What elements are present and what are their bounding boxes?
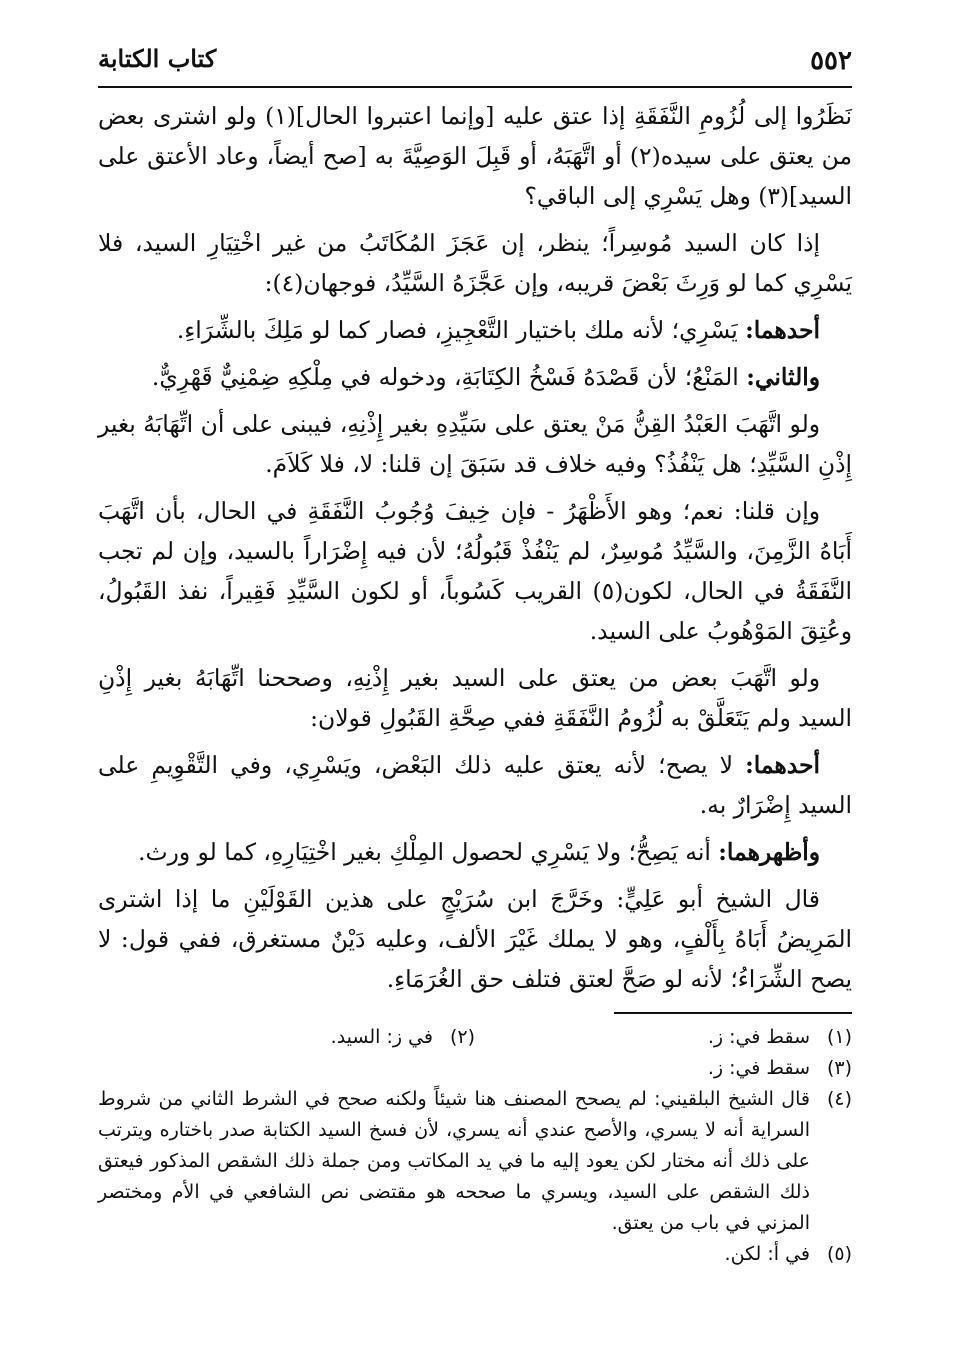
paragraph [98,832,852,872]
footnote-text: قال الشيخ البلقيني: لم يصحح المصنف هنا شيئاً ولكنه صحح في الشرط الثاني من شروط السراية أنه لا يسري، والأصح عندي أنه يسري، لأن فسخ السيد الكتابة صدر باختاره ويترتب على ذلك أنه مختار لكن يعود إليه ما في يد المكاتب ومن جملة ذلك الشقص المذكور فيعتق ذلك الشقص على السيد، ويسري ما صححه هو مقتضى نص الشافعي في الأم ومختصر المزني في باب من يعتق. [98,1088,810,1234]
paragraph-lead: والثاني: [746,363,820,391]
footnote-number: (٤) [826,1088,852,1110]
paragraph: إذا كان السيد مُوسِراً؛ ينظر، إن عَجَزَ المُكَاتَبُ من غير اخْتِيَارِ السيد، فلا يَسْرِي كما لو وَرِثَ بَعْضَ قريبه، وإن عَجَّزَهُ السَّيِّدُ، فوجهان(٤): [98,229,852,297]
paragraph-text: أنه يَصِحُّ؛ ولا يَسْرِي لحصول المِلْكِ بغير اخْتِيَارِهِ، كما لو ورث. [138,838,711,866]
footnote-text: سقط في: ز. [707,1026,810,1048]
footnote-text: في أ: لكن. [724,1243,810,1265]
paragraph: ولو اتَّهَبَ بعض من يعتق على السيد بغير إِذْنِهِ، وصححنا اتِّهَابَهُ بغير إِذْنِ السيد ولم يَتَعَلَّقْ به لُزُومُ النَّفَقَةِ ففي صِحَّةِ القَبُولِ قولان: [98,664,852,732]
running-title: كتاب الكتابة [98,44,217,73]
footnotes [98,1022,852,1270]
footnote [98,1022,475,1053]
footnote-number: (٣) [826,1057,852,1079]
paragraph-text: يَسْرِي؛ لأنه ملك باختيار التَّعْجِيزِ، فصار كما لو مَلِكَ بالشِّرَاءِ. [176,316,738,344]
footnote [475,1022,852,1053]
paragraph-lead: أحدهما: [745,316,820,344]
page-number: ٥٥٢ [810,46,852,76]
footnote-number: (٢) [449,1026,475,1048]
paragraph: نَظَرُوا إلى لُزُومِ النَّفَقَةِ إذا عتق عليه [وإنما اعتبروا الحال](١) ولو اشترى بعض من يعتق على سيده(٢) أو اتَّهَبَهُ، أو قَبِلَ الوَصِيَّةَ به [صح أيضاً، وعاد الأعتق على السيد](٣) وهل يَسْرِي إلى الباقي؟ [98,102,852,210]
paragraph-lead: أحدهما: [745,751,820,779]
paragraph-text: المَنْعُ؛ لأن قَصْدَهُ فَسْخُ الكِتَابَةِ، ودخوله في مِلْكِهِ ضِمْنِيٌّ قَهْرِيٌّ. [151,363,739,391]
paragraph [98,357,852,397]
paragraph-text: لا يصح؛ لأنه يعتق عليه ذلك البَعْض، ويَسْرِي، وفي التَّقْوِيمِ على السيد إِضْرَارٌ به. [98,751,852,819]
footnote [98,1053,852,1084]
paragraph-lead: وأظهرهما: [718,838,820,866]
footnote-number: (١) [826,1026,852,1048]
footnote [98,1084,852,1239]
footnote-text: سقط في: ز. [707,1057,810,1079]
footnote [98,1239,852,1270]
paragraph: ولو اتَّهَبَ العَبْدُ القِنُّ مَنْ يعتق على سَيِّدِهِ بغير إِذْنِهِ، فيبنى على أن اتِّهَابَهُ بغير إِذْنِ السَّيِّدِ؛ هل يَنْفُذُ؟ وفيه خلاف قد سَبَقَ إن قلنا: لا، فلا كَلاَمَ. [98,410,852,478]
page-header [98,40,852,88]
main-text [98,96,852,1006]
paragraph [98,310,852,350]
footnote-divider [614,1012,852,1014]
footnote-number: (٥) [826,1243,852,1265]
paragraph [98,745,852,825]
paragraph: وإن قلنا: نعم؛ وهو الأَظْهَرُ - فإن خِيفَ وُجُوبُ النَّفَقَةِ في الحال، بأن اتَّهَبَ أَبَاهُ الزَّمِنَ، والسَّيِّدُ مُوسِرٌ، لم يَنْفُذْ قَبُولُهُ؛ لأن فيه إِضْرَاراً بالسيد، وإن لم تجب النَّفَقَةُ في الحال، لكون(٥) القريب كَسُوباً، أو لكون السَّيِّدِ فَقِيراً، نفذ القَبُولُ، وعُتِقَ المَوْهُوبُ على السيد. [98,497,852,645]
footnote-row [98,1022,852,1053]
footnote-text: في ز: السيد. [330,1026,433,1048]
paragraph: قال الشيخ أبو عَلِيٍّ: وخَرَّجَ ابن سُرَيْجٍ على هذين القَوْلَيْنِ ما إذا اشترى المَرِيضُ أَبَاهُ بِأَلْفٍ، وهو لا يملك غَيْرَ الألف، وعليه دَيْنٌ مستغرق، ففي قول: لا يصح الشِّرَاءُ؛ لأنه لو صَحَّ لعتق فتلف حق الغُرَمَاءِ. [98,885,852,993]
